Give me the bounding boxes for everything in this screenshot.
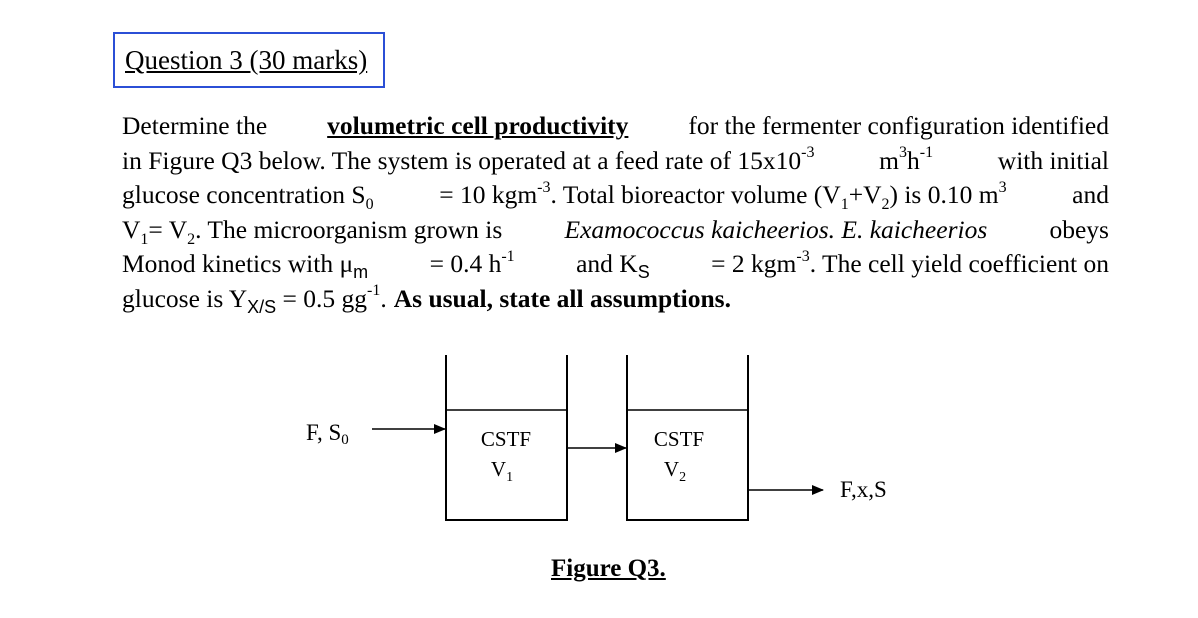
tank-1-label: CSTF — [480, 427, 532, 451]
key-term: volumetric cell productivity — [327, 111, 629, 140]
inlet-label — [306, 420, 349, 448]
superscript: 3 — [899, 144, 907, 162]
tank-1 — [446, 355, 567, 520]
tank-1-volume — [491, 457, 513, 485]
tank-2 — [627, 355, 748, 520]
text-span: . The microorganism grown is — [195, 214, 503, 244]
text-span: glucose concentration S — [122, 180, 366, 210]
superscript: -1 — [919, 144, 934, 162]
subscript: 1 — [140, 230, 149, 248]
superscript: -3 — [801, 144, 815, 162]
text-span: = 10 kgm — [439, 180, 538, 210]
superscript: 3 — [998, 178, 1007, 196]
outlet-label: F,x,S — [840, 477, 887, 502]
tank-2-label: CSTF — [653, 427, 705, 451]
text-span: for the fermenter configuration identified — [688, 111, 1109, 140]
superscript: -3 — [796, 247, 810, 265]
tank-1-volume-sub: 1 — [506, 470, 514, 485]
text-span: and — [1072, 180, 1109, 210]
subscript: 2 — [187, 230, 196, 248]
subscript: X/S — [247, 297, 277, 318]
text-span: = V — [148, 214, 188, 244]
subscript: m — [353, 262, 369, 283]
question-title: Question 3 (30 marks) — [125, 45, 368, 75]
text-span: +V — [848, 180, 882, 210]
subscript: 1 — [840, 196, 849, 214]
text-span: m — [879, 145, 899, 175]
assumptions-instruction: As usual, state all assumptions. — [393, 283, 731, 313]
tank-2-volume-sub: 2 — [679, 470, 687, 485]
subscript: S — [637, 262, 650, 283]
text-span: glucose is Y — [122, 283, 248, 313]
tank-2-volume-symbol: V — [663, 457, 680, 481]
superscript: -1 — [367, 282, 381, 300]
inlet-label-sub: 0 — [341, 432, 349, 448]
tank-1-volume-symbol: V — [490, 457, 507, 481]
subscript: 0 — [365, 196, 374, 214]
text-span: h — [907, 145, 920, 175]
inlet-label-text: F, S — [306, 420, 342, 445]
text-span: . Total bioreactor volume (V — [550, 180, 841, 210]
subscript: 2 — [881, 196, 890, 214]
text-span: with initial — [997, 145, 1109, 175]
tank-2-volume — [664, 457, 686, 485]
text-span: Determine the — [122, 111, 268, 140]
text-span: ) is 0.10 m — [889, 180, 999, 210]
superscript: -3 — [537, 178, 551, 196]
text-span: in Figure Q3 below. The system is operated at a feed rate of 15x10 — [122, 145, 802, 175]
organism-name: Examococcus kaicheerios. E. kaicheerios — [564, 214, 988, 244]
text-span: obeys — [1049, 214, 1109, 244]
text-span: and K — [576, 249, 638, 279]
figure-caption: Figure Q3. — [551, 555, 666, 582]
text-span: Monod kinetics with μ — [122, 249, 354, 279]
text-span: = 0.5 gg — [282, 283, 368, 313]
superscript: -1 — [501, 247, 515, 265]
text-span: = 2 kgm — [711, 249, 797, 279]
text-span: V — [122, 214, 141, 244]
text-span: = 0.4 h — [429, 249, 502, 279]
text-span: . The cell yield coefficient on — [809, 249, 1109, 279]
text-span: . — [380, 283, 387, 313]
